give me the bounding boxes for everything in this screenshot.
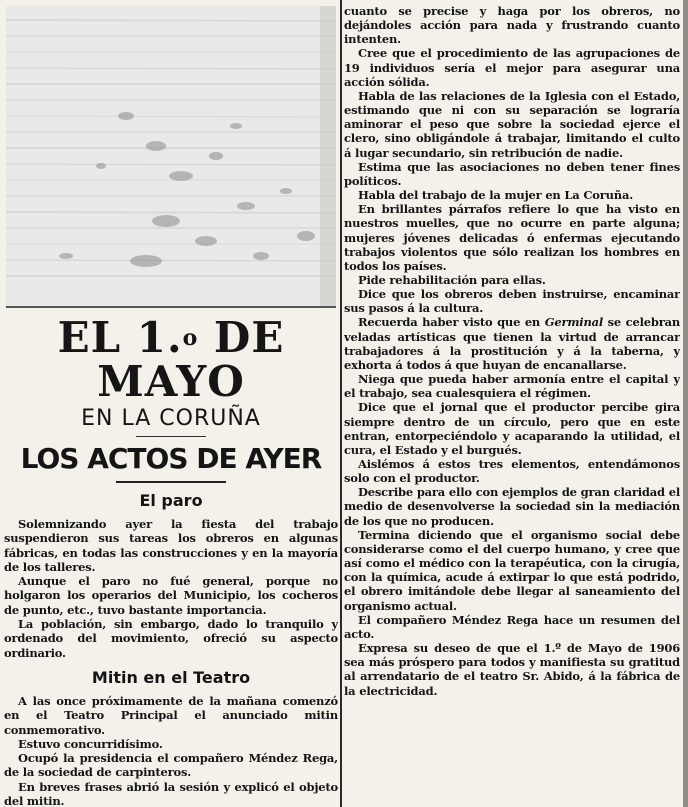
photo-figure-mark bbox=[230, 123, 242, 129]
paragraph: El compañero Méndez Rega hace un resumen del acto. bbox=[344, 612, 680, 641]
newspaper-name: Germinal bbox=[544, 315, 604, 330]
photo-figure-mark bbox=[195, 236, 217, 246]
photo-figure-mark bbox=[59, 253, 73, 259]
headline-superscript: o bbox=[182, 325, 199, 351]
headline bbox=[4, 313, 338, 406]
photo-figure-mark bbox=[253, 252, 269, 260]
photo-texture-line bbox=[6, 20, 336, 21]
paragraph-text: se celebran veladas artísticas que tienen la virtud de arrancar trabajadores á la prostitución y á la taberna, y exhorta á todos á que huyan de encanallarse. bbox=[344, 315, 680, 372]
photo-figure-mark bbox=[96, 163, 106, 169]
divider-rule bbox=[116, 481, 226, 483]
headline-main: EL 1. bbox=[57, 313, 183, 362]
paragraph: Dice que los obreros deben instruirse, encaminar sus pasos á la cultura. bbox=[344, 287, 680, 316]
right-column bbox=[344, 4, 680, 807]
paragraph: Aunque el paro no fué general, porque no holgaron los operarios del Municipio, los cocheros de punto, etc., tuvo bastante importancia. bbox=[4, 574, 338, 617]
paragraph: Termina diciendo que el organismo social debe considerarse como el del cuerpo humano, y cree que así como el médico con la terapéutica, con la cirugía, con la química, acude á extirpar lo que está podrido, el obrero imitándole debe llegar al saneamiento del organismo actual. bbox=[344, 527, 680, 613]
photo-figure-mark bbox=[297, 231, 315, 241]
headline-rest: DE MAYO bbox=[97, 313, 285, 406]
paragraph: Aislémos á estos tres elementos, entendámonos solo con el productor. bbox=[344, 457, 680, 486]
paragraph: Solemnizando ayer la fiesta del trabajo suspendieron sus tareas los obreros en algunas fábricas, en todas las construcciones y en la mayoría de los talleres. bbox=[4, 517, 338, 574]
photograph-image bbox=[6, 6, 336, 306]
faded-photograph bbox=[6, 6, 336, 308]
section-title-mitin: Mitin en el Teatro bbox=[91, 667, 251, 687]
paragraph bbox=[344, 315, 680, 372]
photo-texture-line bbox=[6, 212, 336, 213]
photo-figure-mark bbox=[237, 202, 255, 210]
paragraph: Expresa su deseo de que el 1.º de Mayo de 1906 sea más próspero para todos y manifiesta su gratitud al arrendatario de el teatro Sr. Abido, á la fábrica de la electricidad. bbox=[344, 641, 680, 698]
divider-rule bbox=[136, 436, 206, 437]
paragraph: A las once próximamente de la mañana comenzó en el Teatro Principal el anunciado mitin conmemorativo. bbox=[4, 693, 338, 737]
paragraph: Estima que las asociaciones no deben tener fines políticos. bbox=[344, 159, 680, 188]
paragraph: Cree que el procedimiento de las agrupaciones de 19 individuos sería el mejor para asegurar una acción sólida. bbox=[344, 46, 680, 89]
paragraph: Dice que el jornal que el productor percibe gira siempre dentro de un círculo, pero que en este entran, entorpeciéndolo y acaparando la utilidad, el cura, el Estado y el burgués. bbox=[344, 400, 680, 457]
column-divider bbox=[340, 0, 342, 807]
paragraph: Describe para ello con ejemplos de gran claridad el medio de desenvolverse la sociedad sin la mediación de los que no producen. bbox=[344, 485, 680, 528]
paragraph: Habla de las relaciones de la Iglesia con el Estado, estimando que ni con su separación se lograría aminorar el peso que sobre la sociedad ejerce el clero, sino obligándole á trabajar, limitando el culto á lugar secundario, sin retribución de nadie. bbox=[344, 88, 680, 160]
paragraph: Habla del trabajo de la mujer en La Coruña. bbox=[358, 188, 633, 203]
photo-figure-mark bbox=[209, 152, 223, 160]
photo-figure-mark bbox=[152, 215, 180, 227]
paragraph: En brillantes párrafos refiere lo que ha visto en nuestros muelles, que no ocurre en parte alguna; mujeres jóvenes delicadas ó enfermas ejecutando trabajos violentos que sólo realizan los hombres en todos los países. bbox=[344, 202, 680, 273]
photo-edge-shade bbox=[320, 6, 336, 306]
paragraph-text: Recuerda haber visto que en bbox=[358, 315, 545, 330]
left-column bbox=[4, 6, 338, 807]
paragraph: Estuvo concurridísimo. bbox=[18, 736, 163, 751]
paragraph: Ocupó la presidencia el compañero Méndez Rega, de la sociedad de carpinteros. bbox=[4, 751, 338, 780]
section-title-el-paro: El paro bbox=[139, 491, 203, 510]
paragraph: En breves frases abrió la sesión y explicó el objeto del mitin. bbox=[4, 779, 338, 807]
page-edge-shadow bbox=[683, 0, 688, 807]
paragraph: Niega que pueda haber armonía entre el capital y el trabajo, sea cualesquiera el régimen. bbox=[344, 372, 680, 401]
right-column-body bbox=[344, 4, 680, 698]
photo-figure-mark bbox=[130, 255, 162, 267]
photo-figure-mark bbox=[146, 141, 166, 151]
photo-figure-mark bbox=[169, 171, 193, 181]
paragraph: La población, sin embargo, dado lo tranquilo y ordenado del movimiento, ofreció su aspecto ordinario. bbox=[4, 617, 338, 660]
paragraph: Pide rehabilitación para ellas. bbox=[358, 272, 546, 287]
photo-figure-mark bbox=[280, 188, 292, 194]
deck-headline: LOS ACTOS DE AYER bbox=[20, 442, 322, 475]
section-el-paro-body bbox=[4, 517, 338, 660]
section-mitin-body bbox=[4, 694, 338, 807]
paragraph: cuanto se precise y haga por los obreros, no dejándoles acción para nada y frustrando cuanto intenten. bbox=[344, 4, 680, 47]
subheadline: EN LA CORUÑA bbox=[81, 406, 261, 431]
photo-figure-mark bbox=[118, 112, 134, 120]
